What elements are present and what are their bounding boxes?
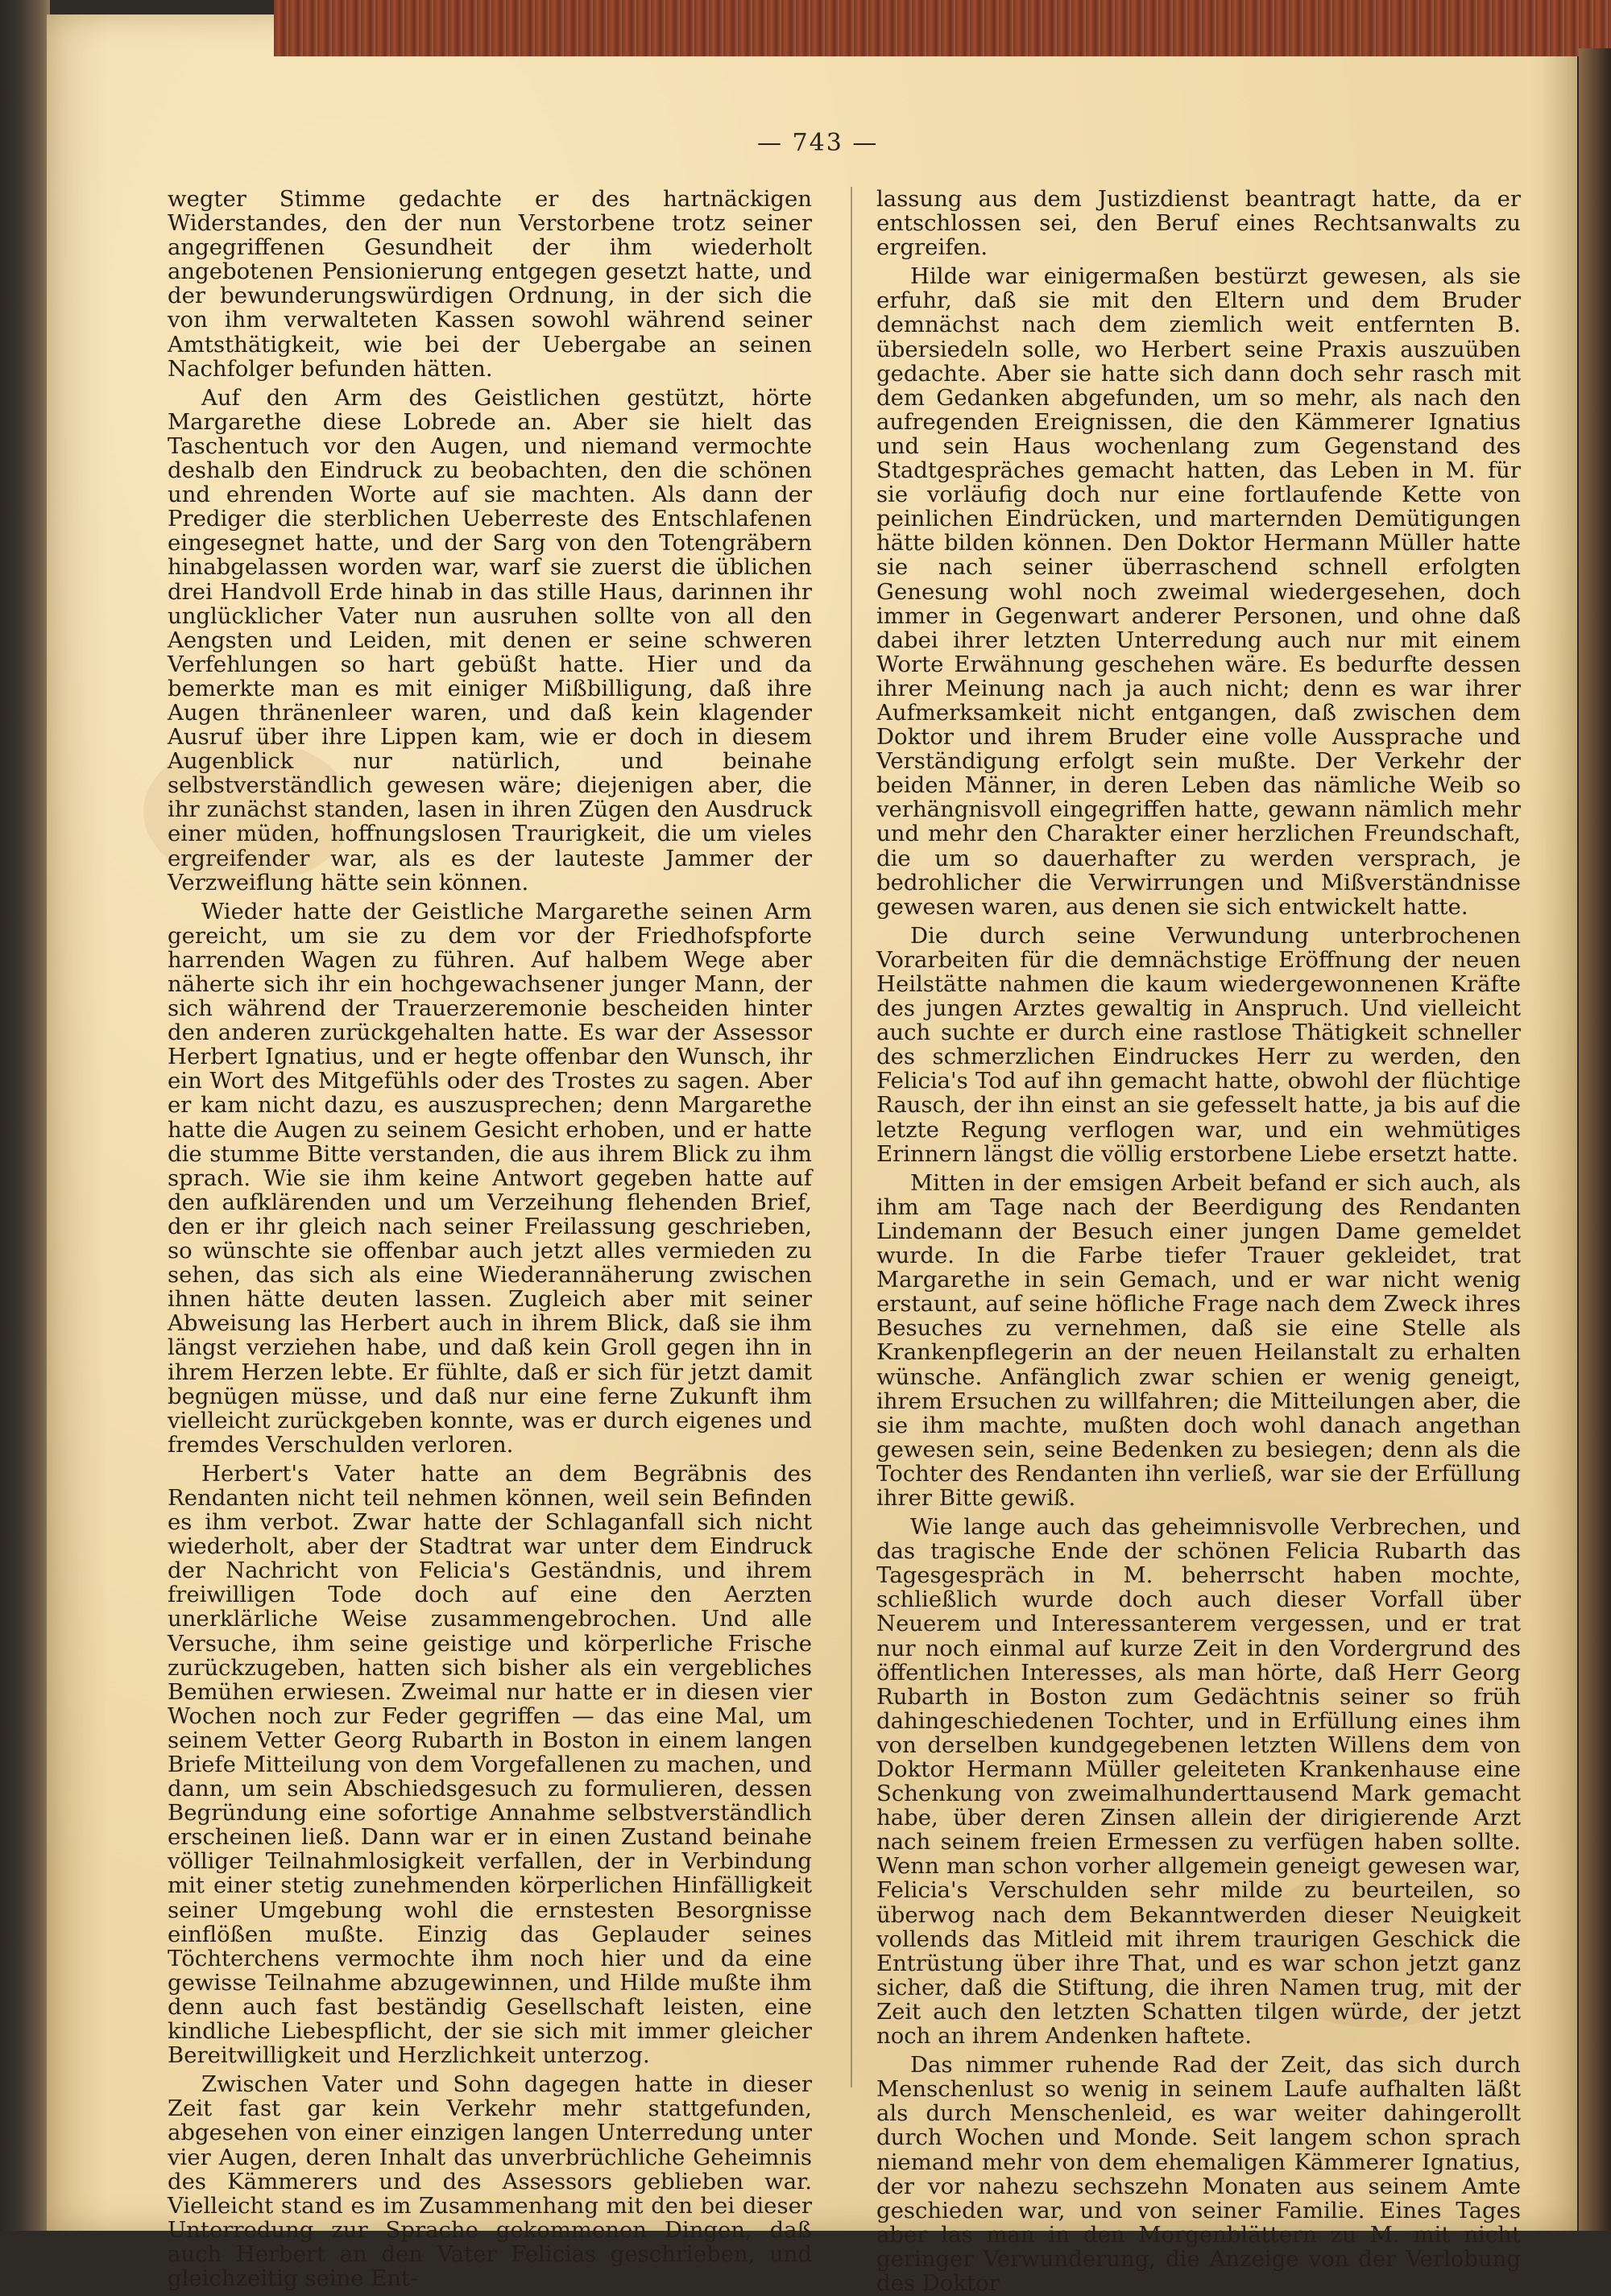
paragraph: Wieder hatte der Geistliche Margarethe seinen Arm gereicht, um sie zu dem vor der Friedhofspforte harrenden Wagen zu führen. Auf halbem Wege aber näherte sich ihr ein hochgewachsener junger Mann, der sich während der Trauerzeremonie bescheiden hinter den anderen zurückgehalten hatte. Es war der Assessor Herbert Ignatius, und er hegte offenbar den Wunsch, ihr ein Wort des Mitgefühls oder des Trostes zu sagen. Aber er kam nicht dazu, es auszusprechen; denn Margarethe hatte die Augen zu seinem Gesicht erhoben, und er hatte die stumme Bitte verstanden, die aus ihrem Blick zu ihm sprach. Wie sie ihm keine Antwort gegeben hatte auf den aufklärenden und um Verzeihung flehenden Brief, den er ihr gleich nach seiner Freilassung geschrieben, so wünschte sie offenbar auch jetzt alles vermieden zu sehen, das sich als eine Wiederannäherung zwischen ihnen hätte deuten lassen. Zugleich aber mit seiner Abweisung las Herbert auch in ihrem Blick, daß sie ihm längst verziehen habe, und daß kein Groll gegen ihn in ihrem Herzen lebte. Er fühlte, daß er sich für jetzt damit begnügen müsse, und daß nur eine ferne Zukunft ihm vielleicht zurückgeben konnte, was er durch eigenes und fremdes Verschulden verloren. xyxy=(168,898,812,1458)
text-column-right xyxy=(876,186,1521,2296)
paragraph: lassung aus dem Justizdienst beantragt hatte, da er entschlossen sei, den Beruf eines Rechtsanwalts zu ergreifen. xyxy=(876,186,1521,261)
book-binding-top xyxy=(274,0,1611,56)
paragraph: Mitten in der emsigen Arbeit befand er sich auch, als ihm am Tage nach der Beerdigung des Rendanten Lindemann der Besuch einer jungen Dame gemeldet wurde. In die Farbe tiefer Trauer gekleidet, trat Margarethe in sein Gemach, und er war nicht wenig erstaunt, auf seine höfliche Frage nach dem Zweck ihres Besuches zu vernehmen, daß sie eine Stelle als Krankenpflegerin an der neuen Heilanstalt zu erhalten wünsche. Anfänglich zwar schien er wenig geneigt, ihrem Ersuchen zu willfahren; die Mitteilungen aber, die sie ihm machte, mußten doch wohl danach angethan gewesen sein, seine Bedenken zu besiegen; denn als die Tochter des Rendanten ihn verließ, war sie der Erfüllung ihrer Bitte gewiß. xyxy=(876,1169,1521,1511)
paragraph: Auf den Arm des Geistlichen gestützt, hörte Margarethe diese Lobrede an. Aber sie hielt das Taschentuch vor den Augen, und niemand vermochte deshalb den Eindruck zu beobachten, den die schönen und ehrenden Worte auf sie machten. Als dann der Prediger die sterblichen Ueberreste des Entschlafenen eingesegnet hatte, und der Sarg von den Totengräbern hinabgelassen worden war, warf sie zuerst die üblichen drei Handvoll Erde hinab in das stille Haus, darinnen ihr unglücklicher Vater nun ausruhen sollte von all den Aengsten und Leiden, mit denen er seine schweren Verfehlungen so hart gebüßt hatte. Hier und da bemerkte man es mit einiger Mißbilligung, daß ihre Augen thränenleer waren, und daß kein klagender Ausruf über ihre Lippen kam, wie er doch in diesem Augenblick nur natürlich, und beinahe selbstverständlich gewesen wäre; diejenigen aber, die ihr zunächst standen, lasen in ihren Zügen den Ausdruck einer müden, hoffnungslosen Traurigkeit, die um vieles ergreifender war, als es der lauteste Jammer der Verzweiflung hätte sein können. xyxy=(168,384,812,896)
text-column-left xyxy=(168,186,812,2291)
paragraph: Zwischen Vater und Sohn dagegen hatte in dieser Zeit fast gar kein Verkehr mehr stattgefunden, abgesehen von einer einzigen langen Unterredung unter vier Augen, deren Inhalt das unverbrüchliche Geheimnis des Kämmerers und des Assessors geblieben war. Vielleicht stand es im Zusammenhang mit den bei dieser Unterredung zur Sprache gekommenen Dingen, daß auch Herbert an den Vater Felicias geschrieben, und gleichzeitig seine Ent- xyxy=(168,2071,812,2291)
book-edge-right xyxy=(1579,48,1611,2231)
page-number: — 743 — xyxy=(757,129,879,157)
paragraph: Hilde war einigermaßen bestürzt gewesen, als sie erfuhr, daß sie mit den Eltern und dem Bruder demnächst nach dem ziemlich weit entfernten B. übersiedeln solle, wo Herbert seine Praxis auszuüben gedachte. Aber sie hatte sich dann doch sehr rasch mit dem Gedanken abgefunden, um so mehr, als nach den aufregenden Ereignissen, die den Kämmerer Ignatius und sein Haus wochenlang zum Gegenstand des Stadtgespräches gemacht hatten, das Leben in M. für sie vorläufig doch nur eine fortlaufende Kette von peinlichen Eindrücken, und marternden Demütigungen hätte bilden können. Den Doktor Hermann Müller hatte sie nach seiner überraschend schnell erfolgten Genesung wohl noch zweimal wiedergesehen, doch immer in Gegenwart anderer Personen, und ohne daß dabei ihrer letzten Unterredung auch nur mit einem Worte Erwähnung geschehen wäre. Es bedurfte dessen ihrer Meinung nach ja auch nicht; denn es war ihrer Aufmerksamkeit nicht entgangen, daß zwischen dem Doktor und ihrem Bruder eine volle Aussprache und Verständigung erfolgt sein mußte. Der Verkehr der beiden Männer, in deren Leben das nämliche Weib so verhängnisvoll eingegriffen hatte, gewann nämlich mehr und mehr den Charakter einer herzlichen Freundschaft, die um so dauerhafter zu werden versprach, je bedrohlicher die Verwirrungen und Mißverständnisse gewesen waren, aus denen sie sich entwickelt hatte. xyxy=(876,263,1521,920)
paragraph: wegter Stimme gedachte er des hartnäckigen Widerstandes, den der nun Verstorbene trotz seiner angegriffenen Gesundheit der ihm wiederholt angebotenen Pensionierung entgegen gesetzt hatte, und der bewunderungswürdigen Ordnung, in der sich die von ihm verwalteten Kassen sowohl während seiner Amtsthätigkeit, wie bei der Uebergabe an seinen Nachfolger befunden hätten. xyxy=(168,186,812,382)
paragraph: Die durch seine Verwundung unterbrochenen Vorarbeiten für die demnächstige Eröffnung der neuen Heilstätte nahmen die kaum wiedergewonnenen Kräfte des jungen Arztes gewaltig in Anspruch. Und vielleicht auch suchte er durch eine rastlose Thätigkeit schneller des schmerzlichen Eindruckes Herr zu werden, den Felicia's Tod auf ihn gemacht hatte, obwohl der flüchtige Rausch, der ihn einst an sie gefesselt hatte, ja bis auf die letzte Regung verflogen war, und ein wehmütiges Erinnern längst die völlig erstorbene Liebe ersetzt hatte. xyxy=(876,922,1521,1167)
paragraph: Herbert's Vater hatte an dem Begräbnis des Rendanten nicht teil nehmen können, weil sein Befinden es ihm verbot. Zwar hatte der Schlaganfall sich nicht wiederholt, aber der Stadtrat war unter dem Eindruck der Nachricht von Felicia's Geständnis, und ihrem freiwilligen Tode doch auf eine den Aerzten unerklärliche Weise zusammengebrochen. Und alle Versuche, ihm seine geistige und körperliche Frische zurückzugeben, hatten sich bisher als ein vergebliches Bemühen erwiesen. Zweimal nur hatte er in diesen vier Wochen noch zur Feder gegriffen — das eine Mal, um seinem Vetter Georg Rubarth in Boston in einem langen Briefe Mitteilung von dem Vorgefallenen zu machen, und dann, um sein Abschiedsgesuch zu formulieren, dessen Begründung eine sofortige Annahme selbstverständlich erscheinen ließ. Dann war er in einen Zustand beinahe völliger Teilnahmlosigkeit verfallen, der in Verbindung mit einer stetig zunehmenden körperlichen Hinfälligkeit seiner Umgebung wohl die ernstesten Besorgnisse einflößen mußte. Einzig das Geplauder seines Töchterchens vermochte ihm noch hier und da eine gewisse Teilnahme abzugewinnen, und Hilde mußte ihm denn auch fast beständig Gesellschaft leisten, eine kindliche Liebespflicht, der sie sich mit immer gleicher Bereitwilligkeit und Herzlichkeit unterzog. xyxy=(168,1460,812,2069)
book-cover-edge xyxy=(0,0,50,2231)
column-divider xyxy=(851,187,852,2087)
paragraph: Das nimmer ruhende Rad der Zeit, das sich durch Menschenlust so wenig in seinem Laufe aufhalten läßt als durch Menschenleid, es war weiter dahingerollt durch Wochen und Monde. Seit langem schon sprach niemand mehr von dem ehemaligen Kämmerer Ignatius, der vor nahezu sechszehn Monaten aus seinem Amte geschieden war, und von seiner Familie. Eines Tages aber las man in den Morgenblättern zu M. mit nicht geringer Verwunderung, die Anzeige von der Verlobung des Doktor xyxy=(876,2052,1521,2296)
paragraph: Wie lange auch das geheimnisvolle Verbrechen, und das tragische Ende der schönen Felicia Rubarth das Tagesgespräch in M. beherrscht haben mochte, schließlich wurde doch auch dieser Vorfall über Neuerem und Interessanterem vergessen, und er trat nur noch einmal auf kurze Zeit in den Vordergrund des öffentlichen Interesses, als man hörte, daß Herr Georg Rubarth in Boston zum Gedächtnis seiner so früh dahingeschiedenen Tochter, und in Erfüllung eines ihm von derselben kundgegebenen letzten Willens dem von Doktor Hermann Müller geleiteten Krankenhause eine Schenkung von zweimalhunderttausend Mark gemacht habe, über deren Zinsen allein der dirigierende Arzt nach seinem freien Ermessen zu verfügen haben sollte. Wenn man schon vorher allgemein geneigt gewesen war, Felicia's Verschulden sehr milde zu beurteilen, so überwog nach dem Bekanntwerden dieser Neuigkeit vollends das Mitleid mit ihrem traurigen Geschick die Entrüstung über ihre That, und es war schon jetzt ganz sicher, daß die Stiftung, die ihren Namen trug, mit der Zeit auch den letzten Schatten tilgen würde, der jetzt noch an ihrem Andenken haftete. xyxy=(876,1514,1521,2050)
